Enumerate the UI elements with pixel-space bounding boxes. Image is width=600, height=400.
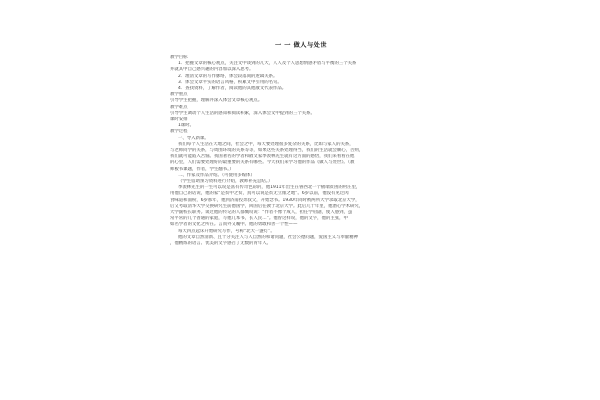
text-line: 2．理清文章的写作脉络，体会段落间的逻辑关系。 (178, 73, 278, 79)
text-line: 一、导入新课。 (178, 135, 209, 141)
text-line: 1课时。 (178, 123, 194, 129)
text-line: 我们就可能陷入苦恼。我国著名的学者和散文家季羡林先生就有这方面的感悟，我们来看看在他 (170, 154, 355, 160)
text-line: 用他自己的话说，他的家“是贫中之贫，真可以说是贫无立锥之地”。6岁以前，他没有见过肉 (170, 191, 349, 197)
text-line: （学生借助预习资料进行介绍，教师补充总结。） (178, 179, 273, 185)
text-line: 季羡林先生的一生可以说是富有传奇色彩的，他1911年出生在鲁西北一个极端贫困的村庄里， (178, 185, 361, 191)
text-line: 大学副校长职务。谈过他的传记的人都慨叹说：“作者不像个成人，担任学府副，使人感到，虽 (170, 210, 353, 216)
text-line: ，他精炼的语言、优美的文字感召了无数的青年人。 (170, 241, 271, 247)
text-line: 每天四点起床开始研究写作，号称“北大一盏灯”。 (178, 228, 275, 234)
text-line: 食味道和面粉，6岁那年，他到济南投奔叔父，开始念书。1930年同时被两所大学录取北京大学， (170, 197, 360, 203)
text-line: 引导学生调动个人生活的感知和阅读积累，深入体会文中提到的三个关系。 (170, 110, 315, 116)
document-body (170, 55, 432, 247)
text-line: 课时安排 (170, 117, 188, 123)
document-page (170, 40, 432, 390)
text-line: 的心里，人们需要处理好的最重要的关系有哪些。今天我们来学习他的作品《做人与处世》。（教 (170, 160, 355, 166)
text-line: 与老师同学的关系，与周围环境的关系等等，如果这些关系处理得当，我们的生活就会顺心，否则， (170, 148, 364, 154)
text-line: 教学过程 (170, 129, 188, 135)
text-line: 引导学生把握，理解并深入体会文章核心观点。 (170, 98, 263, 104)
text-line: 4．查找资料，了解作者，阅读他的其他散文代表作品。 (178, 86, 287, 92)
text-line: 教学难点 (170, 104, 188, 110)
text-line: 如名学者的文化之所在。言而外又魄中。他的勇敢和善一个性—— (170, 222, 298, 228)
text-line: 二、作家及作品介绍。（可使用多媒体） (178, 172, 255, 178)
text-line: 后又考取清华大学交换研究生前德国学，回国后任教于北京大学。此后几十年里，他潜心学术研究， (170, 203, 364, 209)
text-line: 我们每个人生活在天地之间，社会之中，每天要处理很多复杂的关系，比如与家人的关系， (178, 141, 354, 147)
text-line: 他的文章自然清新、且十分关注人与人自然的和谐问题，社会公德问题，爱国主义与奉献精神 (178, 234, 359, 240)
text-line: 教学重点 (170, 92, 188, 98)
text-line: 师板书课题，作者，学生翻书。） (170, 166, 234, 172)
text-line: 并就其中自己感兴趣的内容加以深入思考。 (170, 67, 254, 73)
text-line: 1．把握文章的核心观点，关注文中谈到的几大，人人及个人思想情感矛盾与平衡的三个关系 (178, 61, 357, 67)
text-line: 3．体会文章平实的语言风格，积累文中引用的名句。 (178, 79, 282, 85)
page-title: 一 一 做人与处世 (274, 42, 328, 49)
text-line: 常平常的几个普通的家庭，写他几本书，长人民…”。他曾这样说，他的文字，他的主张，中 (170, 216, 348, 222)
text-line: 教学目标 (170, 55, 188, 60)
